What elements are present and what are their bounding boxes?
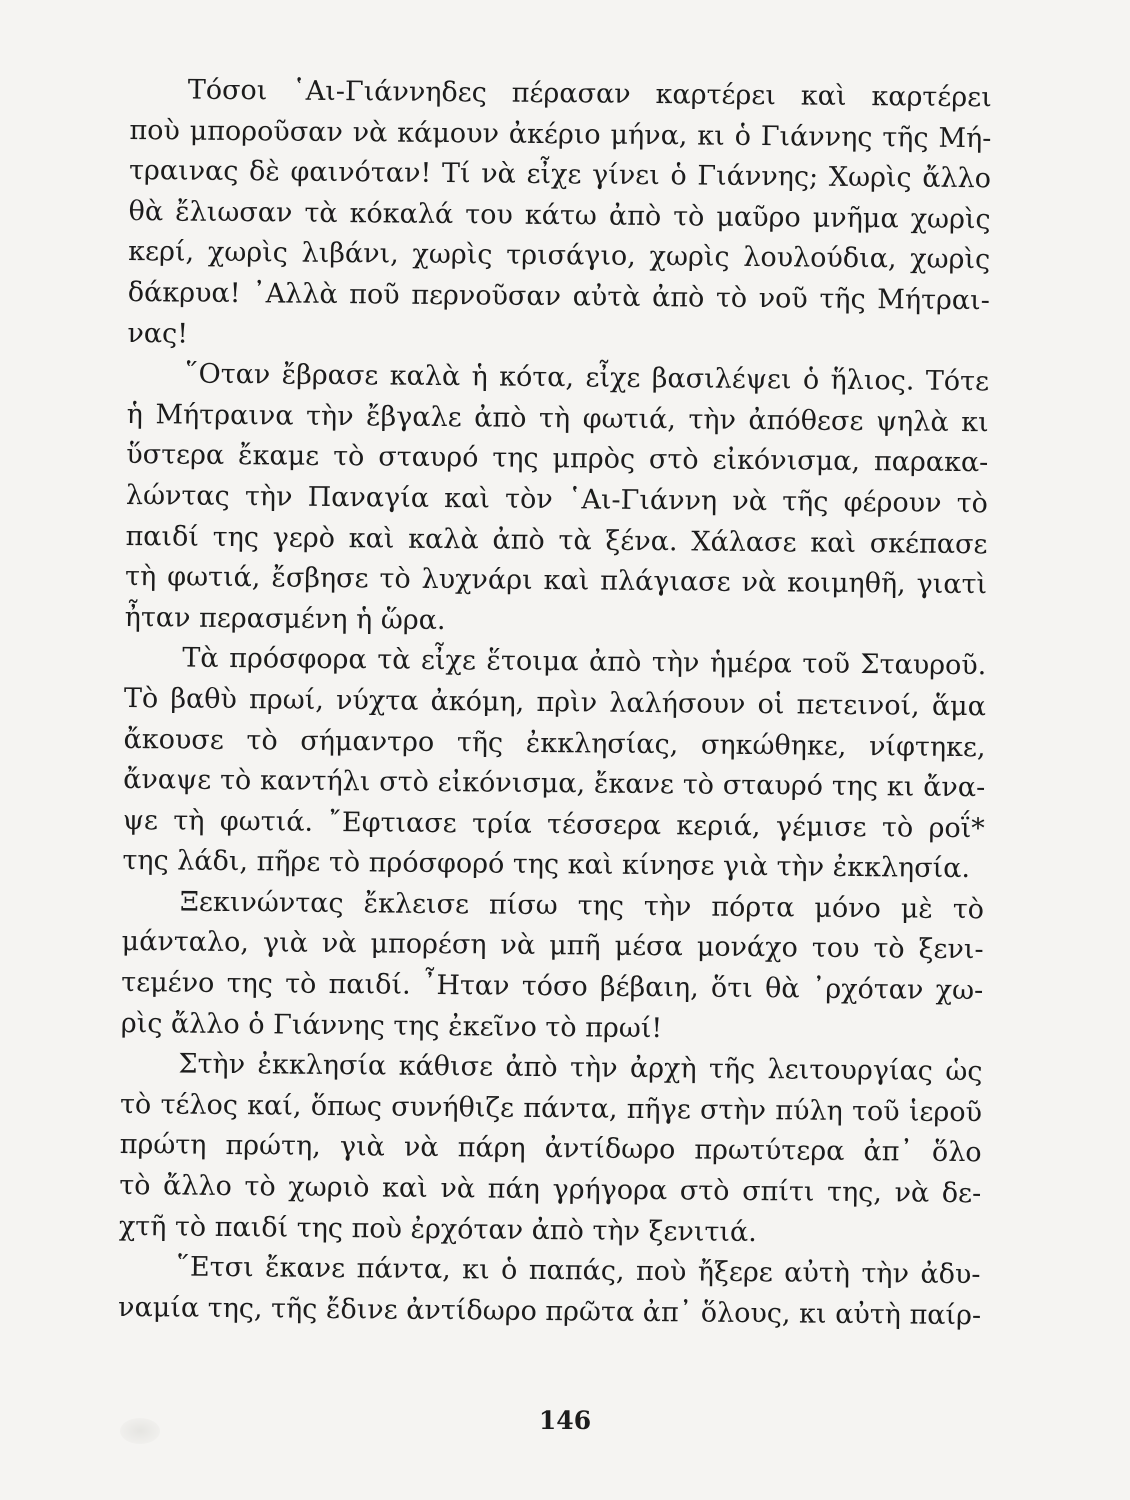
text-line: Τόσοι ῾Αι-Γιάννηδες πέρασαν καρτέρει καὶ καρτέρει (187, 74, 992, 114)
text-line: ἡ Μήτραινα τὴν ἔβγαλε ἀπὸ τὴ φωτιά, τὴν ἀπόθεσε ψηλὰ κι (126, 398, 989, 439)
text-line: ἄκουσε τὸ σήμαντρο τῆς ἐκκλησίας, σηκώθηκε, νίφτηκε, (123, 723, 986, 763)
body-text (118, 70, 992, 1337)
text-line: πρώτη πρώτη, γιὰ νὰ πάρη ἀντίδωρο πρωτύτερα ἀπ᾿ ὅλο (119, 1129, 982, 1169)
text-line: ὕστερα ἔκαμε τὸ σταυρό της μπρὸς στὸ εἰκόνισμα, παρακα- (126, 439, 989, 479)
paragraph (118, 1247, 981, 1336)
text-line: τὸ τέλος καί, ὅπως συνήθιζε πάντα, πῆγε στὴν πύλη τοῦ ἱεροῦ (119, 1088, 983, 1129)
text-line: Ξεκινώντας ἔκλεισε πίσω της τὴν πόρτα μόνο μὲ τὸ (179, 886, 985, 926)
text-line: Τὰ πρόσφορα τὰ εἶχε ἕτοιμα ἀπὸ τὴν ἡμέρα τοῦ Σταυροῦ. (182, 642, 987, 682)
text-line: κερί, χωρὶς λιβάνι, χωρὶς τρισάγιο, χωρὶς λουλούδια, χωρὶς (128, 236, 991, 276)
text-line: τεμένο της τὸ παιδί. ῏Ηταν τόσο βέβαιη, ὅτι θὰ ᾿ρχόταν χω- (121, 967, 984, 1007)
text-line: Στὴν ἐκκλησία κάθισε ἀπὸ τὴν ἀρχὴ τῆς λειτουργίας ὡς (178, 1048, 983, 1088)
text-line: χτῆ τὸ παιδί της ποὺ ἐρχόταν ἀπὸ τὴν ξενιτιά. (118, 1210, 757, 1248)
text-line: τὴ φωτιά, ἔσβησε τὸ λυχνάρι καὶ πλάγιασε νὰ κοιμηθῆ, γιατὶ (124, 561, 988, 601)
text-line: λώντας τὴν Παναγία καὶ τὸν ῾Αι-Γιάννη νὰ τῆς φέρουν τὸ (125, 479, 989, 520)
paragraph (121, 882, 985, 1053)
text-line: τραινας δὲ φαινόταν! Τί νὰ εἶχε γίνει ὁ Γιάννης; Χωρὶς ἄλλο (128, 155, 992, 195)
text-line: της λάδι, πῆρε τὸ πρόσφορό της καὶ κίνησε γιὰ τὴν ἐκκλησία. (122, 845, 971, 885)
text-line: θὰ ἔλιωσαν τὰ κόκαλά του κάτω ἀπὸ τὸ μαῦρο μνῆμα χωρὶς (128, 195, 991, 236)
text-line: μάνταλο, γιὰ νὰ μπορέση νὰ μπῆ μέσα μονάχο του τὸ ξενι- (121, 926, 984, 966)
text-line: ῞Οταν ἔβρασε καλὰ ἡ κότα, εἶχε βασιλέψει ὁ ἥλιος. Τότε (184, 358, 990, 398)
text-line: δάκρυα! ᾿Αλλὰ ποῦ περνοῦσαν αὐτὰ ἀπὸ τὸ νοῦ τῆς Μήτραι- (127, 276, 990, 317)
text-line: παιδί της γερὸ καὶ καλὰ ἀπὸ τὰ ξένα. Χάλασε καὶ σκέπασε (125, 520, 988, 560)
text-line: ἦταν περασμένη ἡ ὥρα. (124, 601, 446, 636)
text-line: ἄναψε τὸ καντήλι στὸ εἰκόνισμα, ἔκανε τὸ σταυρό της κι ἄνα- (123, 764, 986, 804)
text-line: νας! (127, 317, 189, 350)
text-line: Τὸ βαθὺ πρωί, νύχτα ἀκόμη, πρὶν λαλήσουν οἱ πετεινοί, ἅμα (123, 682, 987, 723)
text-line: ποὺ μποροῦσαν νὰ κάμουν ἀκέριο μήνα, κι ὁ Γιάννης τῆς Μή- (129, 114, 992, 154)
paragraph (127, 70, 992, 362)
text-line: τὸ ἄλλο τὸ χωριὸ καὶ νὰ πάη γρήγορα στὸ σπίτι της, νὰ δε- (119, 1169, 982, 1210)
paragraph (125, 354, 990, 646)
text-line: ψε τὴ φωτιά. ῎Εφτιασε τρία τέσσερα κεριά, γέμισε τὸ ροΐ* (122, 804, 985, 844)
paragraph (119, 1044, 983, 1255)
text-line: ναμία της, τῆς ἔδινε ἀντίδωρο πρῶτα ἀπ᾿ ὅλους, κι αὐτὴ παίρ- (117, 1291, 982, 1332)
text-line: ῞Ετσι ἔκανε πάντα, κι ὁ παπάς, ποὺ ἤξερε αὐτὴ τὴν ἀδυ- (176, 1251, 981, 1291)
text-line: ρὶς ἄλλο ὁ Γιάννης της ἐκεῖνο τὸ πρωί! (120, 1007, 663, 1044)
paragraph (122, 638, 986, 890)
page-number: 146 (538, 1406, 592, 1435)
